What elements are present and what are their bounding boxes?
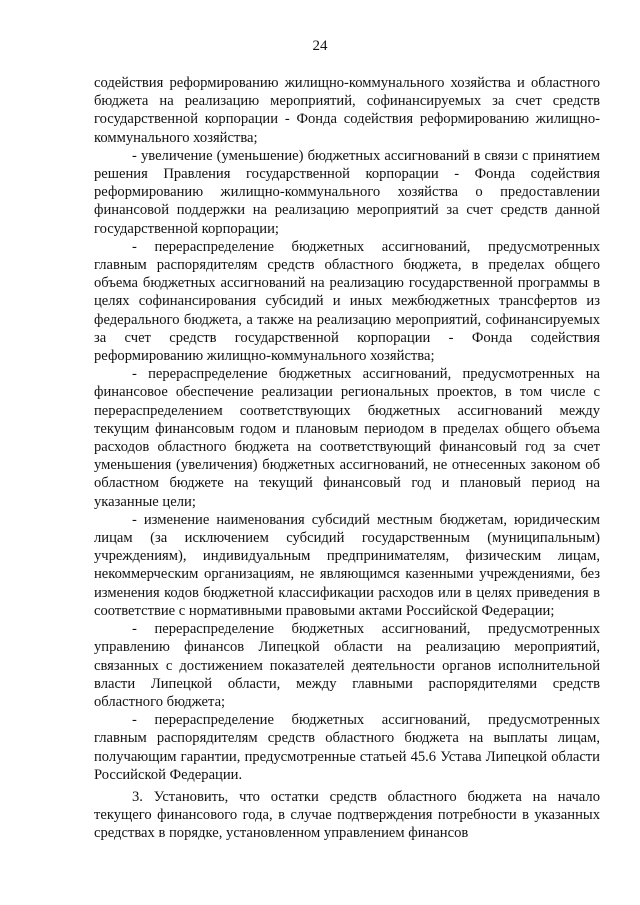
paragraph-item-6: - перераспределение бюджетных ассигнований, предусмотренных главным распорядителям средств областного бюджета на выплаты лицам, получающим гарантии, предусмотренные статьей 45.6 Устава Липецкой области Российской Федерации. (94, 712, 600, 783)
document-body (94, 74, 600, 843)
paragraph-item-3: - перераспределение бюджетных ассигнований, предусмотренных на финансовое обеспечение реализации региональных проектов, в том числе с перераспределением соответствующих бюджетных ассигнований между текущим финансовым годом и плановым периодом в пределах общего объема расходов областного бюджета на соответствующий финансовый год за счет уменьшения (увеличения) бюджетных ассигнований, не отнесенных законом об областном бюджете на текущий финансовый год и плановый период на указанные цели; (94, 366, 600, 510)
paragraph-item-1: - увеличение (уменьшение) бюджетных ассигнований в связи с принятием решения Правления государственной корпорации - Фонда содействия реформированию жилищно-коммунального хозяйства о предоставлении финансовой поддержки на реализацию мероприятий за счет средств данной государственной корпорации; (94, 147, 600, 237)
paragraph-clause-3: 3. Установить, что остатки средств областного бюджета на начало текущего финансового года, в случае подтверждения потребности в указанных средствах в порядке, установленном управлением финансов (94, 788, 600, 842)
paragraph-item-2: - перераспределение бюджетных ассигнований, предусмотренных главным распорядителям средств областного бюджета, в пределах общего объема бюджетных ассигнований на реализацию государственной программы в целях софинансирования субсидий и иных межбюджетных трансфертов из федерального бюджета, а также на реализацию мероприятий, софинансируемых за счет средств государственной корпорации - Фонда содействия реформированию жилищно-коммунального хозяйства; (94, 238, 600, 365)
paragraph-item-5: - перераспределение бюджетных ассигнований, предусмотренных управлению финансов Липецкой области на реализацию мероприятий, связанных с достижением показателей деятельности органов исполнительной власти Липецкой области, между главными распорядителями средств областного бюджета; (94, 621, 600, 710)
paragraph-continuation: содействия реформированию жилищно-коммунального хозяйства и областного бюджета на реализацию мероприятий, софинансируемых за счет средств государственной корпорации - Фонда содействия реформированию жилищно-коммунального хозяйства; (94, 75, 600, 146)
page-number: 24 (312, 38, 328, 54)
paragraph-item-4: - изменение наименования субсидий местным бюджетам, юридическим лицам (за исключением субсидий государственным (муниципальным) учреждениям), индивидуальным предпринимателям, физическим лицам, некоммерческим организациям, не являющимся казенными учреждениями, без изменения кодов бюджетной классификации расходов или в целях приведения в соответствие с нормативными правовыми актами Российской Федерации; (94, 511, 600, 619)
